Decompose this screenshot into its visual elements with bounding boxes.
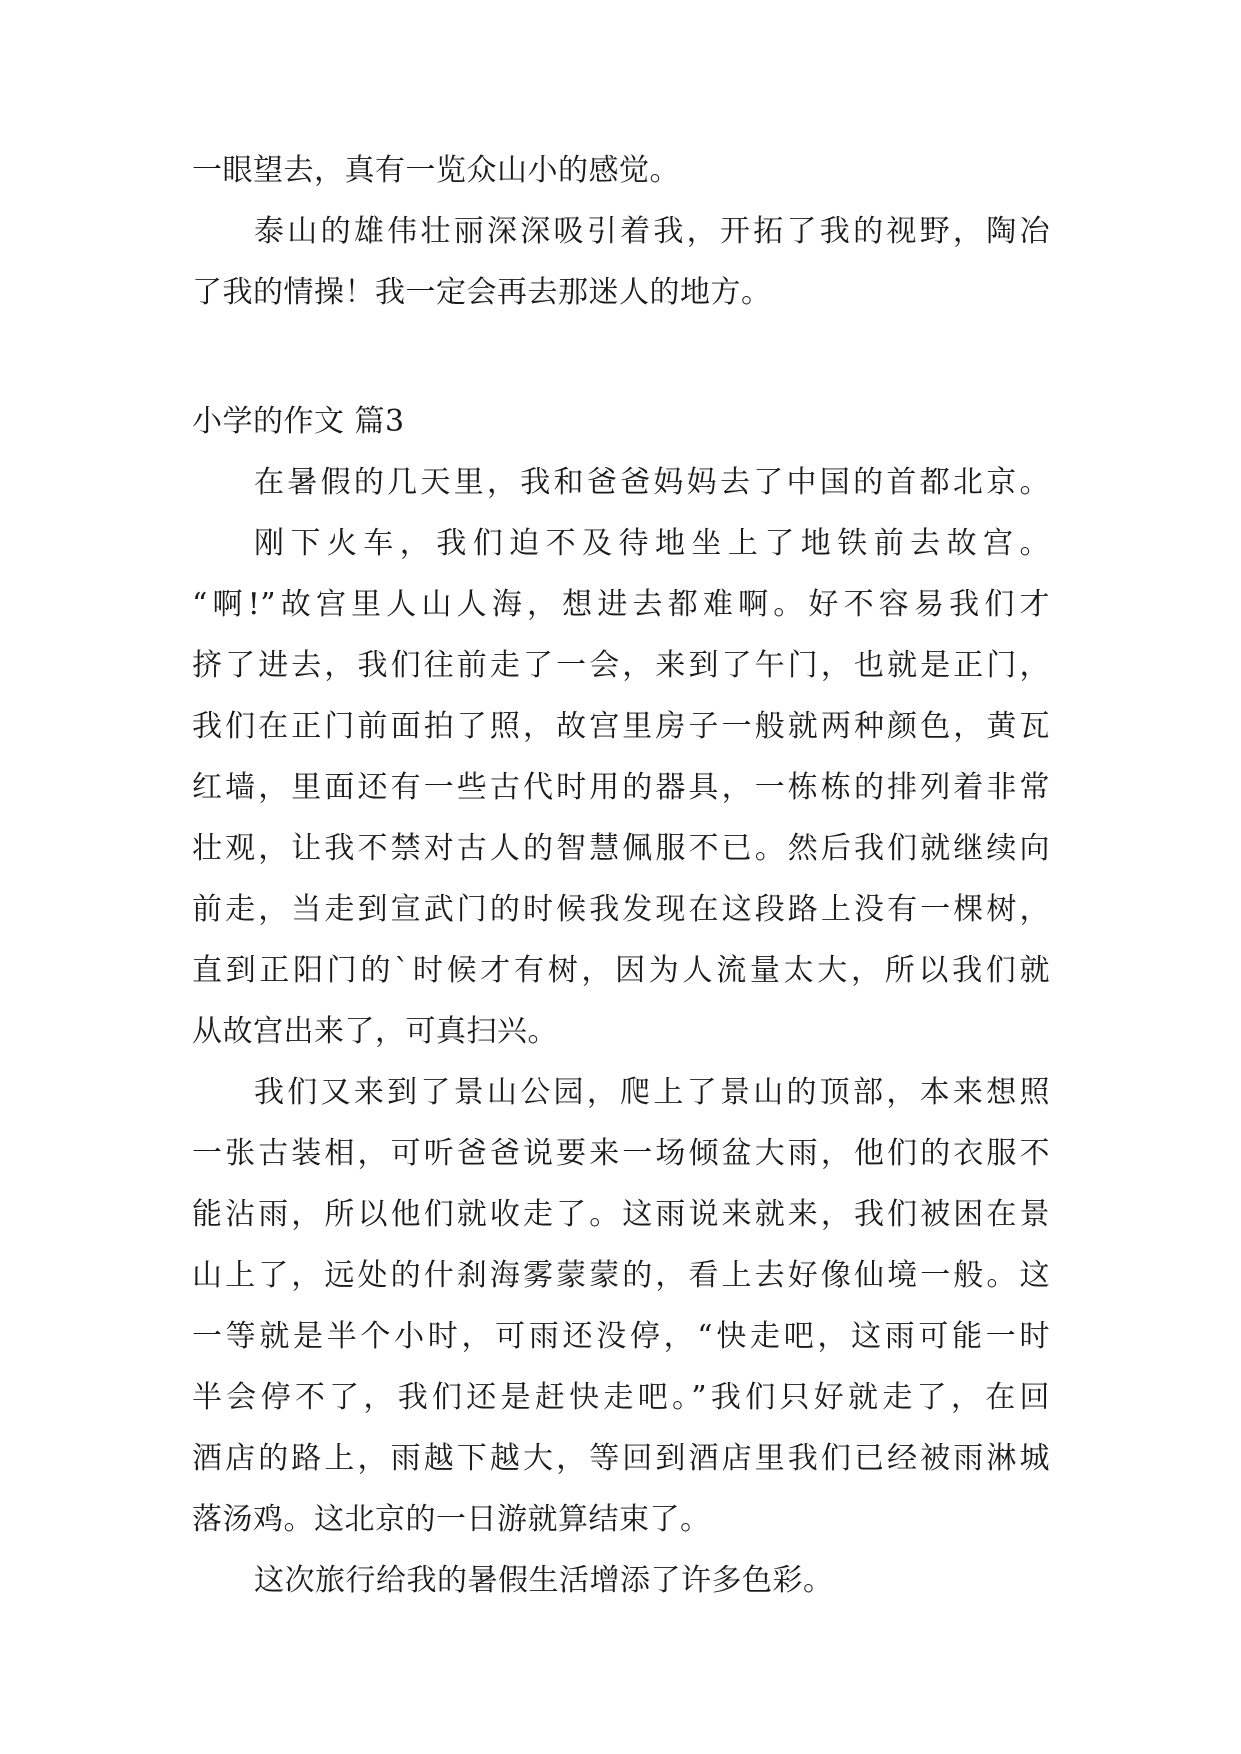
text-line: 一眼望去，真有一览众山小的感觉。 bbox=[192, 153, 680, 188]
section-heading: 小学的作文 篇3 bbox=[192, 404, 405, 439]
text-line: 直到正阳门的`时候才有树，因为人流量太大，所以我们就 bbox=[192, 953, 1050, 988]
text-line: 我们又来到了景山公园，爬上了景山的顶部，本来想照 bbox=[254, 1075, 1050, 1110]
text-line: 能沾雨，所以他们就收走了。这雨说来就来，我们被困在景 bbox=[192, 1197, 1050, 1232]
text-line: 山上了，远处的什刹海雾蒙蒙的，看上去好像仙境一般。这 bbox=[192, 1258, 1050, 1293]
text-line: “啊!”故宫里人山人海，想进去都难啊。好不容易我们才 bbox=[192, 587, 1050, 622]
text-line: 落汤鸡。这北京的一日游就算结束了。 bbox=[192, 1502, 711, 1537]
text-line: 挤了进去，我们往前走了一会，来到了午门，也就是正门， bbox=[192, 648, 1050, 683]
text-line: 泰山的雄伟壮丽深深吸引着我，开拓了我的视野，陶冶 bbox=[254, 214, 1050, 249]
text-line: 从故宫出来了，可真扫兴。 bbox=[192, 1014, 558, 1049]
document-page bbox=[192, 150, 1050, 1621]
text-line: 酒店的路上，雨越下越大，等回到酒店里我们已经被雨淋城 bbox=[192, 1441, 1050, 1476]
text-line: 这次旅行给我的暑假生活增添了许多色彩。 bbox=[254, 1563, 834, 1598]
text-line: 刚下火车，我们迫不及待地坐上了地铁前去故宫。 bbox=[254, 526, 1050, 561]
text-line: 了我的情操！我一定会再去那迷人的地方。 bbox=[192, 275, 772, 310]
text-line: 一张古装相，可听爸爸说要来一场倾盆大雨，他们的衣服不 bbox=[192, 1136, 1050, 1171]
text-line: 红墙，里面还有一些古代时用的器具，一栋栋的排列着非常 bbox=[192, 770, 1050, 805]
text-line: 半会停不了，我们还是赶快走吧。”我们只好就走了，在回 bbox=[192, 1380, 1050, 1415]
text-line: 我们在正门前面拍了照，故宫里房子一般就两种颜色，黄瓦 bbox=[192, 709, 1050, 744]
text-line: 在暑假的几天里，我和爸爸妈妈去了中国的首都北京。 bbox=[254, 465, 1050, 500]
text-line: 前走，当走到宣武门的时候我发现在这段路上没有一棵树， bbox=[192, 892, 1050, 927]
text-line: 一等就是半个小时，可雨还没停，“快走吧，这雨可能一时 bbox=[192, 1319, 1050, 1354]
text-line: 壮观，让我不禁对古人的智慧佩服不已。然后我们就继续向 bbox=[192, 831, 1050, 866]
section-gap bbox=[192, 333, 1050, 401]
